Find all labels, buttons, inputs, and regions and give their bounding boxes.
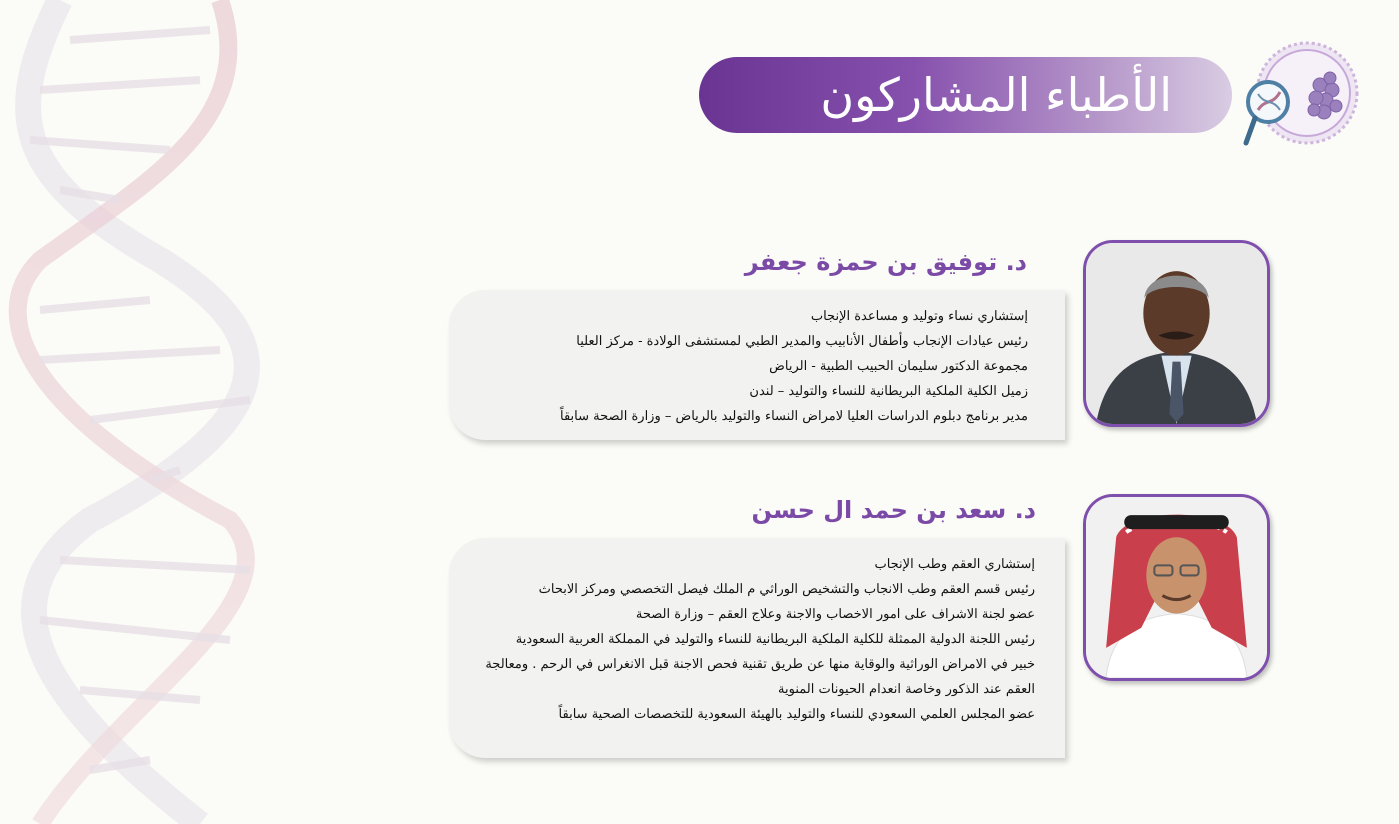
dna-helix-background xyxy=(0,0,300,824)
bio-line: عضو المجلس العلمي السعودي للنساء والتوليد بالهيئة السعودية للتخصصات الصحية سابقاً xyxy=(558,707,1035,722)
header-banner xyxy=(699,57,1232,133)
bio-line: مجموعة الدكتور سليمان الحبيب الطبية - الرياض xyxy=(769,359,1028,374)
bio-line: زميل الكلية الملكية البريطانية للنساء والتوليد – لندن xyxy=(749,384,1028,399)
bio-line: العقم عند الذكور وخاصة انعدام الحيونات المنوية xyxy=(778,682,1035,697)
bio-line: إستشاري العقم وطب الإنجاب xyxy=(874,557,1035,572)
doctor-name: د. سعد بن حمد ال حسن xyxy=(751,496,1036,524)
bio-line: إستشاري نساء وتوليد و مساعدة الإنجاب xyxy=(810,309,1028,324)
bio-line: عضو لجنة الاشراف على امور الاخصاب والاجنة وعلاج العقم – وزارة الصحة xyxy=(635,607,1035,622)
bio-line: رئيس اللجنة الدولية الممثلة للكلية الملكية البريطانية للنساء والتوليد في المملكة العربية السعودية xyxy=(515,632,1035,647)
doctor-photo xyxy=(1083,494,1270,681)
magnifier-embryo-icon xyxy=(1240,40,1360,150)
doctor-name: د. توفيق بن حمزة جعفر xyxy=(744,248,1027,276)
doctor-bio-card xyxy=(449,538,1065,758)
bio-line: خبير في الامراض الوراثية والوقاية منها عن طريق تقنية فحص الاجنة قبل الانغراس في الرحم . ومعالجة xyxy=(485,657,1035,672)
doctor-bio-card xyxy=(449,290,1065,440)
bio-line: رئيس عيادات الإنجاب وأطفال الأنابيب والمدير الطبي لمستشفى الولادة - مركز العليا xyxy=(576,334,1028,349)
bio-line: رئيس قسم العقم وطب الانجاب والتشخيص الوراثي م الملك فيصل التخصصي ومركز الابحاث xyxy=(538,582,1035,597)
page-title: الأطباء المشاركون xyxy=(820,68,1172,122)
bio-line: مدير برنامج دبلوم الدراسات العليا لامراض النساء والتوليد بالرياض – وزارة الصحة سابقاً xyxy=(560,409,1028,424)
doctor-photo xyxy=(1083,240,1270,427)
